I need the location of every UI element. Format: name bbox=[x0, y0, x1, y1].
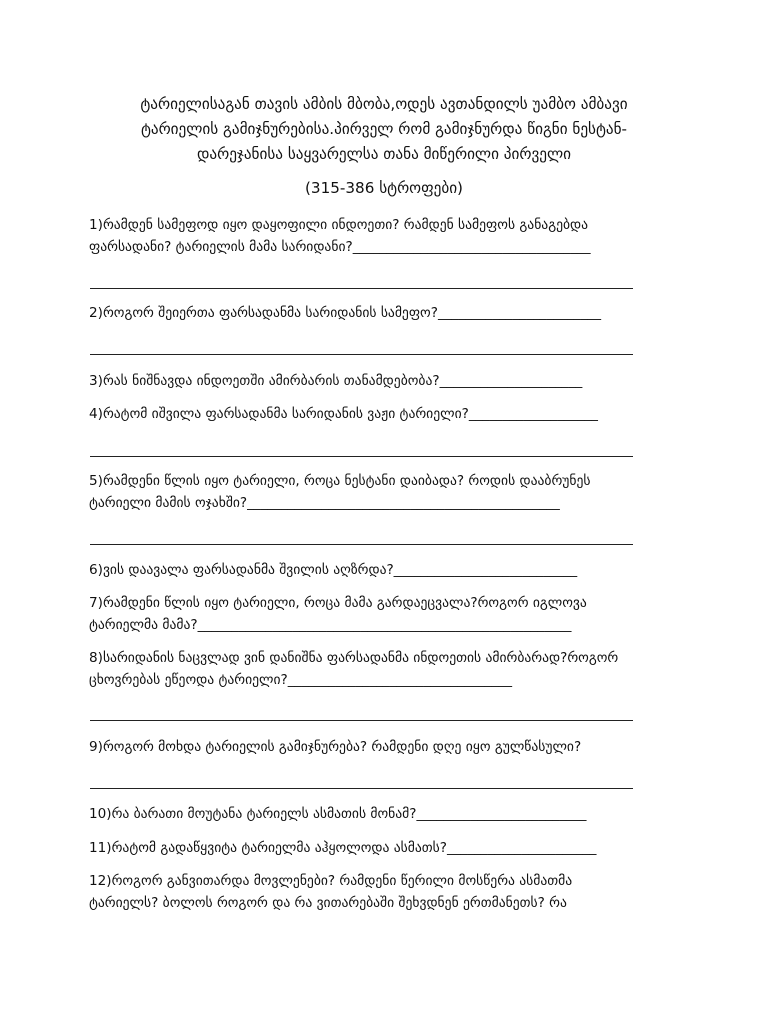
question-5-line-1: 5)რამდენი წლის იყო ტარიელი, როცა ნესტანი დაიბადა? როდის დააბრუნეს bbox=[89, 473, 591, 489]
question-4 bbox=[89, 403, 729, 425]
answer-blank-line[interactable] bbox=[90, 720, 633, 721]
title-line-1: ტარიელისაგან თავის ამბის მბობა,ოდეს ავთანდილს უამბო ამბავი bbox=[140, 95, 628, 113]
question-2-line-1: 2)როგორ შეიერთა ფარსადანმა სარიდანის სამეფო?________________________ bbox=[89, 305, 602, 321]
title-line-3: დარეჯანისა საყვარელსა თანა მიწერილი პირველი bbox=[197, 145, 571, 163]
stanza-range-subtitle: (315-386 სტროფები) bbox=[304, 179, 463, 197]
question-12-line-1: 12)როგორ განვითარდა მოვლენები? რამდენი წერილი მოსწერა ასმათმა bbox=[89, 873, 573, 889]
question-12-line-2: ტარიელს? ბოლოს როგორ და რა ვითარებაში შეხვდნენ ერთმანეთს? რა bbox=[89, 895, 567, 911]
question-8-line-1: 8)სარიდანის ნაცვლად ვინ დანიშნა ფარსადანმა ინდოეთის ამირბარად?როგორ bbox=[89, 650, 619, 666]
question-1-line-2: ფარსადანი? ტარიელის მამა სარიდანი?___________________________________ bbox=[89, 239, 591, 255]
worksheet-title bbox=[60, 92, 708, 167]
question-8 bbox=[89, 647, 729, 691]
answer-blank-line[interactable] bbox=[90, 788, 633, 789]
question-5 bbox=[89, 470, 729, 514]
question-10-line-1: 10)რა ბარათი მოუტანა ტარიელს ასმათის მონამ?_________________________ bbox=[89, 806, 587, 822]
question-9 bbox=[89, 736, 729, 758]
question-2 bbox=[89, 302, 729, 324]
question-5-line-2: ტარიელი მამის ოჯახში?______________________________________________ bbox=[89, 495, 560, 511]
answer-blank-line[interactable] bbox=[90, 456, 633, 457]
question-11-line-1: 11)რატომ გადაწყვიტა ტარიელმა აჰყოლოდა ასმათს?______________________ bbox=[89, 840, 597, 856]
question-9-line-1: 9)როგორ მოხდა ტარიელის გამიჯნურება? რამდენი დღე იყო გულწასული? bbox=[89, 739, 582, 755]
question-12 bbox=[89, 870, 729, 914]
answer-blank-line[interactable] bbox=[90, 354, 633, 355]
question-6 bbox=[89, 559, 729, 581]
question-10 bbox=[89, 803, 729, 825]
question-6-line-1: 6)ვის დაავალა ფარსადანმა შვილის აღზრდა?___________________________ bbox=[89, 562, 578, 578]
question-3-line-1: 3)რას ნიშნავდა ინდოეთში ამირბარის თანამდებობა?_____________________ bbox=[89, 373, 583, 389]
question-3 bbox=[89, 370, 729, 392]
answer-blank-line[interactable] bbox=[90, 288, 633, 289]
question-7-line-1: 7)რამდენი წლის იყო ტარიელი, როცა მამა გარდაეცვალა?როგორ იგლოვა bbox=[89, 595, 587, 611]
question-4-line-1: 4)რატომ იშვილა ფარსადანმა სარიდანის ვაჟი ტარიელი?___________________ bbox=[89, 406, 598, 422]
answer-blank-line[interactable] bbox=[90, 544, 633, 545]
question-8-line-2: ცხოვრებას ეწეოდა ტარიელი?_________________________________ bbox=[89, 672, 513, 688]
title-line-2: ტარიელის გამიჯნურებისა.პირველ რომ გამიჯნურდა წიგნი ნესტან- bbox=[140, 120, 628, 138]
question-7-line-2: ტარიელმა მამა?_______________________________________________________ bbox=[89, 617, 572, 633]
question-7 bbox=[89, 592, 729, 636]
question-1 bbox=[89, 214, 729, 258]
question-11 bbox=[89, 837, 729, 859]
question-1-line-1: 1)რამდენ სამეფოდ იყო დაყოფილი ინდოეთი? რამდენ სამეფოს განაგებდა bbox=[89, 217, 589, 233]
